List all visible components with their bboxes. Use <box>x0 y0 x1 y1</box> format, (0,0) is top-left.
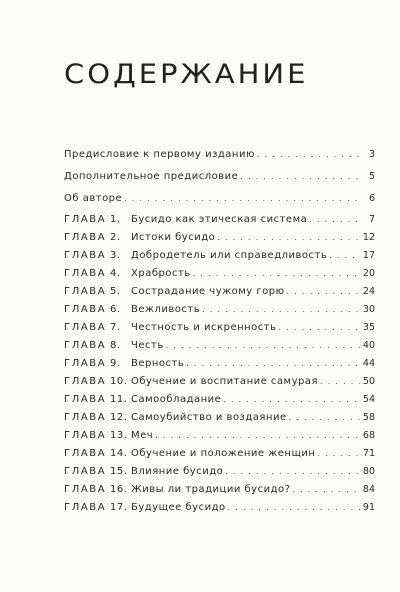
toc-entry-page: 6 <box>368 193 375 204</box>
toc-entry-title: Добродетель или справедливость <box>131 250 328 261</box>
toc-entry-title: Честность и искренность <box>131 322 277 333</box>
toc-entry-title: Честь <box>131 340 164 351</box>
toc-entry-preface-first[interactable] <box>64 148 375 162</box>
leader-dots <box>320 375 361 389</box>
toc-entry-page: 17 <box>362 250 375 261</box>
leader-dots <box>225 465 361 479</box>
chapter-word: ГЛАВА <box>64 214 107 225</box>
toc-entry-title: Об авторе <box>64 193 123 204</box>
toc-entry-title: Сострадание чужому горю <box>131 286 285 297</box>
leader-dots <box>202 303 361 317</box>
toc-entry-page: 84 <box>362 484 375 495</box>
leader-dots <box>217 231 361 245</box>
toc-entry-chapter-14[interactable] <box>64 447 375 461</box>
chapter-number: 2. <box>110 232 121 243</box>
toc-entry-title: Обучение и воспитание самурая <box>131 376 319 387</box>
chapter-word: ГЛАВА <box>64 412 107 423</box>
chapter-word: ГЛАВА <box>64 358 107 369</box>
toc-entry-page: 5 <box>368 171 375 182</box>
toc-entry-chapter-2[interactable] <box>64 231 375 245</box>
chapter-word: ГЛАВА <box>64 466 107 477</box>
leader-dots <box>240 170 361 184</box>
toc-entry-chapter-12[interactable] <box>64 411 375 425</box>
chapter-word: ГЛАВА <box>64 268 107 279</box>
toc-entry-chapter-8[interactable] <box>64 339 375 353</box>
leader-dots <box>292 483 360 497</box>
chapter-word: ГЛАВА <box>64 394 107 405</box>
chapter-number: 4. <box>110 268 121 279</box>
chapter-word: ГЛАВА <box>64 286 107 297</box>
toc-entry-title: Влияние бусидо <box>131 466 224 477</box>
leader-dots <box>279 321 361 335</box>
chapter-word: ГЛАВА <box>64 250 107 261</box>
leader-dots <box>186 357 361 371</box>
toc-entry-chapter-17[interactable] <box>64 501 375 515</box>
toc-entry-chapter-1[interactable] <box>64 213 375 227</box>
toc-entry-page: 54 <box>362 394 375 405</box>
chapter-number: 16. <box>110 484 128 495</box>
chapter-word: ГЛАВА <box>64 304 107 315</box>
toc-entry-title: Предисловие к первому изданию <box>64 149 255 160</box>
toc-entry-page: 91 <box>362 502 375 513</box>
toc-entry-chapter-3[interactable] <box>64 249 375 263</box>
chapter-word: ГЛАВА <box>64 340 107 351</box>
chapter-number: 6. <box>110 304 121 315</box>
toc-entry-chapter-15[interactable] <box>64 465 375 479</box>
chapter-number: 11. <box>110 394 128 405</box>
toc-entry-title: Живы ли традиции бусидо? <box>131 484 291 495</box>
chapter-number: 3. <box>110 250 121 261</box>
toc-entry-about-author[interactable] <box>64 192 375 206</box>
toc-entry-chapter-13[interactable] <box>64 429 375 443</box>
toc-entry-title: Дополнительное предисловие <box>64 171 239 182</box>
toc-entry-page: 44 <box>362 358 375 369</box>
chapter-word: ГЛАВА <box>64 322 107 333</box>
chapter-word: ГЛАВА <box>64 376 107 387</box>
chapter-number: 5. <box>110 286 121 297</box>
leader-dots <box>309 213 361 227</box>
chapter-number: 8. <box>110 340 121 351</box>
toc-entry-preface-additional[interactable] <box>64 170 375 184</box>
chapter-number: 7. <box>110 322 121 333</box>
chapter-word: ГЛАВА <box>64 484 107 495</box>
leader-dots <box>124 192 361 206</box>
toc-entry-chapter-4[interactable] <box>64 267 375 281</box>
toc-entry-chapter-11[interactable] <box>64 393 375 407</box>
leader-dots <box>289 411 361 425</box>
leader-dots <box>317 447 360 461</box>
toc-entry-title: Будущее бусидо <box>131 502 226 513</box>
toc-entry-chapter-6[interactable] <box>64 303 375 317</box>
toc-entry-chapter-7[interactable] <box>64 321 375 335</box>
toc-entry-chapter-10[interactable] <box>64 375 375 389</box>
toc-entry-title: Самообладание <box>131 394 222 405</box>
toc-entry-title: Верность <box>131 358 185 369</box>
toc-entry-page: 50 <box>362 376 375 387</box>
toc-entry-chapter-16[interactable] <box>64 483 375 497</box>
toc-entry-title: Обучение и положение женщин <box>131 448 316 459</box>
chapter-number: 14. <box>110 448 128 459</box>
chapter-number: 9. <box>110 358 121 369</box>
toc-entry-title: Вежливость <box>131 304 201 315</box>
toc-entry-title: Меч <box>131 430 154 441</box>
toc-entry-page: 24 <box>362 286 375 297</box>
toc-entry-title: Самоубийство и воздаяние <box>131 412 287 423</box>
chapter-number: 1. <box>110 214 121 225</box>
leader-dots <box>223 393 361 407</box>
chapter-number: 13. <box>110 430 128 441</box>
toc-entry-page: 80 <box>362 466 375 477</box>
toc-entry-page: 58 <box>362 412 375 423</box>
toc-entry-chapter-9[interactable] <box>64 357 375 371</box>
chapter-number: 15. <box>110 466 128 477</box>
leader-dots <box>228 501 361 515</box>
toc-entry-page: 30 <box>362 304 375 315</box>
chapter-number: 17. <box>110 502 128 513</box>
chapter-word: ГЛАВА <box>64 430 107 441</box>
page-title: СОДЕРЖАНИЕ <box>64 58 309 90</box>
chapter-number: 12. <box>110 412 128 423</box>
toc-entry-page: 20 <box>362 268 375 279</box>
chapter-word: ГЛАВА <box>64 502 107 513</box>
toc-entry-page: 68 <box>362 430 375 441</box>
chapter-word: ГЛАВА <box>64 232 107 243</box>
toc-entry-page: 7 <box>368 214 375 225</box>
chapter-word: ГЛАВА <box>64 448 107 459</box>
leader-dots <box>155 429 361 443</box>
toc-entry-page: 35 <box>362 322 375 333</box>
toc-entry-title: Бусидо как этическая система <box>131 214 308 225</box>
toc-entry-page: 12 <box>362 232 375 243</box>
toc-entry-page: 71 <box>362 448 375 459</box>
leader-dots <box>193 267 361 281</box>
toc-entry-title: Истоки бусидо <box>131 232 216 243</box>
leader-dots <box>257 148 361 162</box>
leader-dots <box>329 249 361 263</box>
toc-entry-title: Храбрость <box>131 268 191 279</box>
toc-entry-chapter-5[interactable] <box>64 285 375 299</box>
toc-entry-page: 40 <box>362 340 375 351</box>
leader-dots <box>166 339 361 353</box>
leader-dots <box>287 285 361 299</box>
toc-entry-page: 3 <box>368 149 375 160</box>
chapter-number: 10. <box>110 376 128 387</box>
